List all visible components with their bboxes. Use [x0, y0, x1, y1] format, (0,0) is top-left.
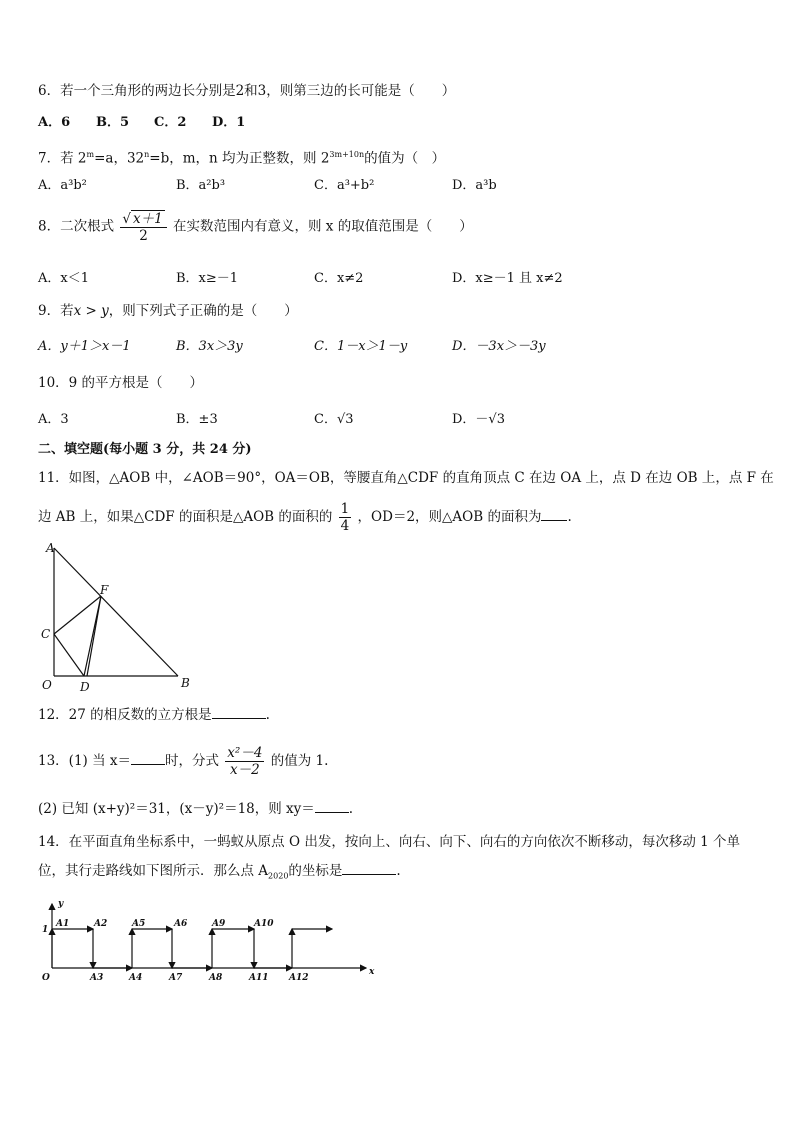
- q12-answer-blank[interactable]: [212, 706, 266, 719]
- q13-part2: (2) 已知 (x+y)²＝31，(x－y)²＝18，则 xy＝ .: [38, 801, 354, 817]
- label-d: D: [80, 680, 90, 694]
- q10-stem: 10．9 的平方根是（ ）: [38, 375, 204, 391]
- q14-line2: 位，其行走路线如下图所示．那么点 $A_{2020}$的坐标是 .: [38, 863, 401, 881]
- point-a7: A7: [169, 973, 183, 983]
- q8-option-a: A．x＜1: [38, 271, 89, 286]
- q7-option-c: C．a³+b²: [314, 178, 375, 193]
- q11-triangle-figure: [38, 536, 198, 696]
- q12-stem: 12．27 的相反数的立方根是 .: [38, 707, 270, 723]
- q11-line1: 11．如图，△AOB 中，∠AOB＝90°，OA＝OB，等腰直角△CDF 的直角顶点 C 在边 OA 上，点 D 在边 OB 上，点 F 在: [38, 470, 774, 486]
- q9-option-d: D．－3x＞－3y: [452, 339, 546, 354]
- tick-label-one: 1: [42, 925, 49, 935]
- q14-answer-blank[interactable]: [342, 862, 396, 875]
- origin-label: O: [42, 973, 50, 983]
- point-a3: A3: [90, 973, 104, 983]
- q8-option-c: C．x≠2: [314, 271, 364, 286]
- segment-ab: [54, 548, 178, 676]
- q11-fraction: $\frac{1}{4}$: [340, 501, 350, 534]
- label-c: C: [41, 627, 51, 641]
- q6-option-b: B．5: [96, 115, 130, 130]
- point-a5: A5: [132, 919, 146, 929]
- q10-option-c: C．√3: [314, 412, 354, 427]
- point-a6: A6: [174, 919, 188, 929]
- label-o: O: [42, 678, 52, 692]
- q6-stem: 6．若一个三角形的两边长分别是2和3，则第三边的长可能是（ ）: [38, 83, 456, 99]
- q10-option-d: D．－√3: [452, 412, 505, 427]
- label-a: A: [46, 541, 55, 555]
- q9-stem: 9．若x > y，则下列式子正确的是（ ）: [38, 303, 298, 319]
- q10-option-b: B．±3: [176, 412, 218, 427]
- q6-option-d: D．1: [212, 115, 246, 130]
- label-f: F: [100, 583, 109, 597]
- point-a8: A8: [209, 973, 223, 983]
- point-a10: A10: [254, 919, 274, 929]
- q7-option-a: A．a³b²: [38, 178, 87, 193]
- axis-label-y: y: [58, 899, 64, 909]
- q7-option-b: B．a²b³: [176, 178, 226, 193]
- point-a9: A9: [212, 919, 226, 929]
- q7-stem: 7．若 $2^m=a$，$32^n=b$，m，n 均为正整数，则 $2^{3m+10n}$的值为（ ）: [38, 150, 446, 167]
- point-a11: A11: [249, 973, 269, 983]
- q9-option-a: A．y＋1＞x－1: [38, 339, 131, 354]
- q11-line2: 边 AB 上，如果△CDF 的面积是△AOB 的面积的 $\frac{1}{4}$ ，OD＝2，则△AOB 的面积为 .: [38, 501, 572, 534]
- point-a2: A2: [94, 919, 108, 929]
- segment-fd-inner: [87, 596, 101, 676]
- q10-option-a: A．3: [38, 412, 69, 427]
- q8-option-b: B．x≥－1: [176, 271, 239, 286]
- q6-option-a: A．6: [38, 115, 71, 130]
- segment-cd: [54, 634, 84, 676]
- q13-part2-blank[interactable]: [315, 800, 349, 813]
- point-a4: A4: [129, 973, 143, 983]
- q11-answer-blank[interactable]: [541, 508, 567, 521]
- q14-ant-path-figure: [36, 896, 380, 988]
- q8-radical-fraction: √ x＋1 2: [120, 210, 166, 244]
- label-b: B: [181, 676, 190, 690]
- q8-option-d: D．x≥－1 且 x≠2: [452, 271, 563, 286]
- q7-option-d: D．a³b: [452, 178, 497, 193]
- section-heading-fill-in: 二、填空题(每小题 3 分，共 24 分): [38, 442, 252, 457]
- q13-part1-blank[interactable]: [131, 752, 165, 765]
- q13-part1: 13．(1) 当 x＝ 时，分式 $\frac{\text{x²－4}}{x-2}$ 的值为 1.: [38, 745, 329, 778]
- axis-label-x: x: [369, 967, 375, 977]
- q13-fraction: $\frac{\text{x²－4}}{x-2}$: [227, 745, 263, 778]
- q8-stem: 8．二次根式 √ x＋1 2 在实数范围内有意义，则 x 的取值范围是（ ）: [38, 211, 473, 244]
- q9-option-b: B．3x＞3y: [176, 339, 243, 354]
- q14-line1: 14．在平面直角坐标系中，一蚂蚁从原点 O 出发，按向上、向右、向下、向右的方向依次不断移动，每次移动 1 个单: [38, 834, 740, 850]
- point-a12: A12: [289, 973, 309, 983]
- point-a1: A1: [56, 919, 70, 929]
- q6-option-c: C．2: [154, 115, 187, 130]
- q9-option-c: C．1－x＞1－y: [314, 339, 408, 354]
